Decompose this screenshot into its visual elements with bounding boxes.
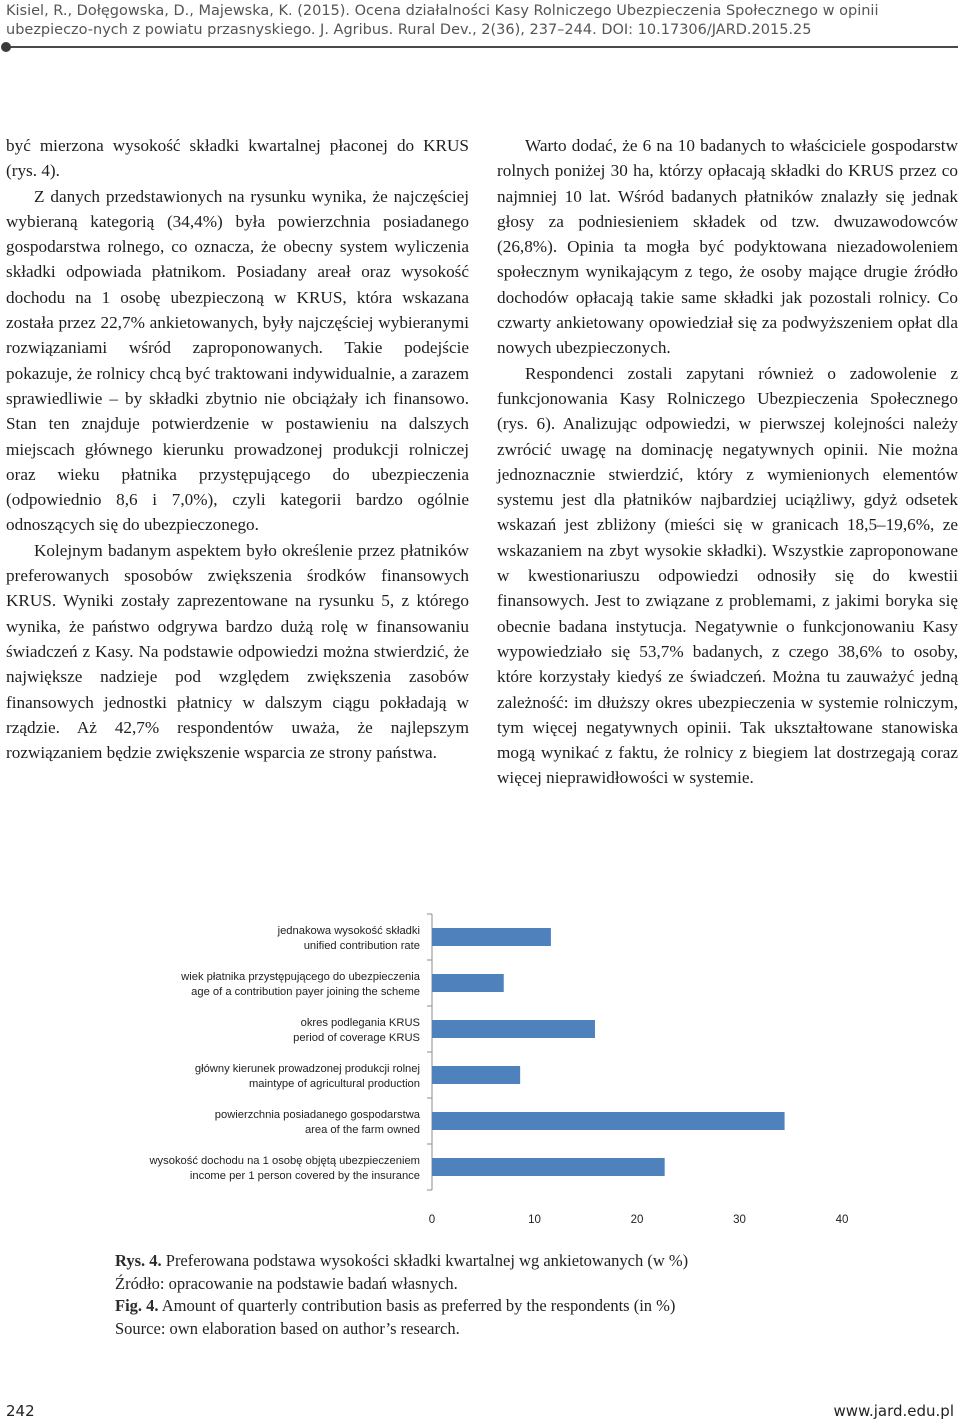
bar <box>432 1066 520 1084</box>
page-number: 242 <box>6 1402 35 1420</box>
x-tick-label: 30 <box>733 1214 746 1226</box>
category-label-en: unified contribution rate <box>303 940 420 952</box>
category-label-en: period of coverage KRUS <box>293 1032 420 1044</box>
citation-header: Kisiel, R., Dołęgowska, D., Majewska, K. (2015). Ocena działalności Kasy Rolniczego Ubezpieczenia Społecznego w opinii ubezpieczo-nych z powiatu przasnyskiego. J. Agribus. Rural Dev., 2(36), 237–244. DOI: 10.17306/JARD.2015.25 <box>6 3 879 38</box>
paragraph: Warto dodać, że 6 na 10 badanych to właściciele gospodarstw rolnych poniżej 30 ha, którzy opłacają składki do KRUS przez co najmniej 10 lat. Wśród badanych płatników znalazły się jednak głosy za podniesieniem składek od tzw. dwuzawodowców (26,8%). Opinia ta mogła być podyktowana niezadowoleniem społecznym wynikającym z tego, że osoby mające drugie źródło dochodów opłacają takie same składki jak pozostali rolnicy. Co czwarty ankietowany opowiedział się za podwyższeniem opłat dla nowych ubezpieczonych. <box>497 136 958 358</box>
header-bullet <box>1 42 11 52</box>
category-label-pl: okres podlegania KRUS <box>300 1017 420 1029</box>
caption-source-en: Source: own elaboration based on author’s research. <box>115 1318 460 1338</box>
category-label-pl: wiek płatnika przystępującego do ubezpieczenia <box>181 971 420 983</box>
caption-title-pl: Preferowana podstawa wysokości składki kwartalnej wg ankietowanych (w %) <box>165 1251 689 1270</box>
figure-4-chart <box>0 900 960 1240</box>
category-label-pl: główny kierunek prowadzonej produkcji rolnej <box>194 1063 420 1075</box>
journal-url: www.jard.edu.pl <box>833 1402 954 1420</box>
x-tick-label: 0 <box>428 1214 436 1226</box>
x-tick-label: 40 <box>835 1214 849 1226</box>
category-label-pl: powierzchnia posiadanego gospodarstwa <box>214 1109 420 1121</box>
header-rule <box>5 46 958 48</box>
right-column <box>497 133 958 791</box>
paragraph: Kolejnym badanym aspektem było określenie przez płatników preferowanych sposobów zwiększenia środków finansowych KRUS. Wyniki zostały zaprezentowane na rysunku 5, z którego wynika, że państwo odgrywa bardzo dużą rolę w finansowaniu świadczeń z Kasy. Na podstawie odpowiedzi można stwierdzić, że największe nadzieje pod względem zwiększenia zasobów finansowych jednostki płatnicy w dalszym ciągu pokładają w rządzie. Aż 42,7% respondentów uważa, że najlepszym rozwiązaniem będzie zwiększenie wsparcia ze strony państwa. <box>6 540 469 763</box>
bar <box>432 1112 785 1130</box>
caption-title-en: Amount of quarterly contribution basis as preferred by the respondents (in %) <box>161 1296 676 1315</box>
category-label-en: maintype of agricultural production <box>248 1078 420 1090</box>
x-tick-label: 20 <box>630 1214 644 1226</box>
category-label-en: area of the farm owned <box>304 1124 420 1136</box>
caption-label-pl: Rys. 4. <box>115 1251 162 1270</box>
bar <box>432 1158 665 1176</box>
caption-source-pl: Źródło: opracowanie na podstawie badań własnych. <box>115 1273 458 1293</box>
bar <box>432 974 504 992</box>
bar <box>432 1020 595 1038</box>
x-tick-label: 10 <box>528 1214 541 1226</box>
bar-chart <box>0 900 960 1240</box>
paragraph: Z danych przedstawionych na rysunku wynika, że najczęściej wybieraną kategorią (34,4%) była powierzchnia posiadanego gospodarstwa rolnego, co oznacza, że obecny system wyliczenia składki odpowiada płatnikom. Posiadany areał oraz wysokość dochodu na 1 osobę ubezpieczoną w KRUS, która wskazana została przez 22,7% ankietowanych, były najczęściej wybieranymi rozwiązaniami wśród zaproponowanych. Takie podejście pokazuje, że rolnicy chcą być traktowani indywidualnie, a zarazem sprawiedliwie – by składki zbytnio nie obciążały ich finansowo. Stan ten znajduje potwierdzenie w postawieniu na dalszych miejscach głównego kierunku prowadzonej produkcji rolniczej oraz wieku płatnika przystępującego do ubezpieczenia (odpowiednio 8,6 i 7,0%), czyli kategorii bardzo ogólnie odnoszących się do ubezpieczonego. <box>6 186 469 535</box>
category-label-pl: wysokość dochodu na 1 osobę objętą ubezpieczeniem <box>149 1155 420 1167</box>
paragraph: Respondenci zostali zapytani również o zadowolenie z funkcjonowania Kasy Rolniczego Ubezpieczenia Społecznego (rys. 6). Analizując odpowiedzi, w pierwszej kolejności należy zwrócić uwagę na dominację negatywnych opinii. Nie można jednoznacznie stwierdzić, który z wymienionych elementów systemu jest dla płatników najbardziej uciążliwy, gdyż odsetek wskazań jest zbliżony (mieści się w granicach 18,5–19,6%, ze wskazaniem na zbyt wysokie składki). Wszystkie zaproponowane w kwestionariuszu odpowiedzi odnosiły się do kwestii finansowych. Jest to związane z problemami, z jakimi boryka się obecnie badana instytucja. Negatywnie o funkcjonowaniu Kasy wypowiedziało się 53,7% badanych, z czego 38,6% to osoby, które korzystały kiedyś ze świadczeń. Można tu zauważyć jedną zależność: im dłuższy okres ubezpieczenia w systemie rolniczym, tym więcej negatywnych opinii. Tak ukształtowane stanowiska mogą wynikać z faktu, że rolnicy z biegiem lat dostrzegają coraz więcej nieprawidłowości w systemie. <box>497 363 958 788</box>
left-column <box>6 133 469 765</box>
category-label-en: age of a contribution payer joining the scheme <box>191 986 420 998</box>
caption-label-en: Fig. 4. <box>115 1296 159 1315</box>
bar <box>432 928 551 946</box>
category-label-pl: jednakowa wysokość składki <box>277 925 420 937</box>
figure-caption <box>115 1250 915 1340</box>
category-label-en: income per 1 person covered by the insurance <box>189 1170 420 1182</box>
paragraph: być mierzona wysokość składki kwartalnej płaconej do KRUS (rys. 4). <box>6 136 469 181</box>
